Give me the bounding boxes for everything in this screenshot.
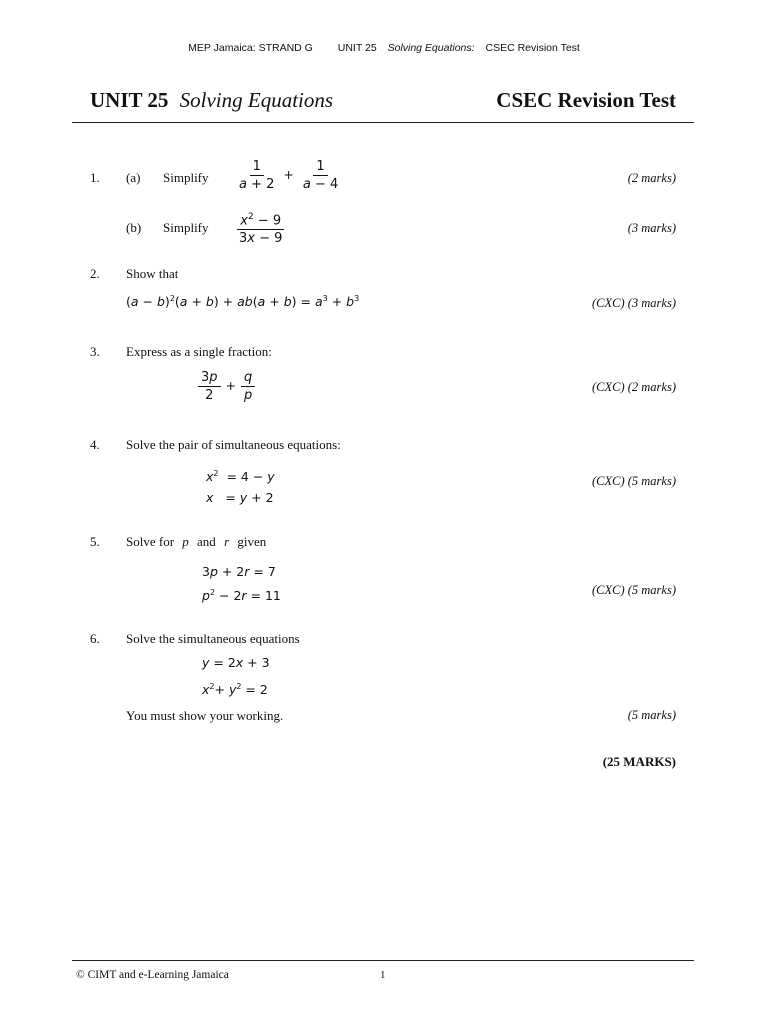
question-1b-marks: (3 marks): [627, 221, 676, 235]
page-title: [90, 88, 333, 113]
question-2-text: Show that: [126, 266, 179, 281]
question-1a-expression: $\frac{1}{a + 2}$ + $\frac{1}{a - 4}$: [239, 159, 339, 192]
question-3-expression: $\frac{3p}{2}$ + $\frac{q}{p}$: [198, 370, 255, 403]
question-5-text-post: given: [237, 534, 267, 549]
question-3-text: Express as a single fraction:: [126, 344, 272, 359]
question-1b-text: Simplify: [163, 220, 209, 235]
question-3-marks: (CXC) (2 marks): [591, 380, 676, 394]
question-4-equation-1: $x^2 = 4 - y$: [206, 469, 275, 485]
question-4-text: Solve the pair of simultaneous equations:: [126, 437, 341, 452]
footer-rule: [72, 960, 694, 961]
question-5-equation-1: 3p + 2r = 7: [202, 564, 276, 579]
question-5-text-mid: and: [197, 534, 216, 549]
question-5-equations: [202, 561, 281, 606]
question-4-number: 4.: [90, 437, 100, 452]
title-test-name: CSEC Revision Test: [496, 88, 676, 112]
title-subject: Solving Equations: [179, 88, 334, 112]
question-2-identity: $(a - b)^2(a + b) + ab(a + b) = a^3 + b^3$: [126, 294, 360, 310]
question-5-number: 5.: [90, 534, 100, 549]
question-4-equations: [206, 463, 275, 508]
question-4-equation-2: x = y + 2: [206, 490, 274, 506]
question-1a-text: Simplify: [163, 170, 209, 185]
question-6-equation-2: $x^2+ y^2 = 2$: [202, 682, 268, 698]
question-5-text-pre: Solve for: [126, 534, 175, 549]
question-4-marks: (CXC) (5 marks): [591, 474, 676, 488]
question-1b-expression: $\frac{x^2 - 9}{3x - 9}$: [239, 212, 283, 247]
question-2-marks: (CXC) (3 marks): [591, 296, 676, 310]
title-unit: UNIT 25: [90, 88, 169, 112]
question-6-number: 6.: [90, 631, 100, 646]
page-number: 1: [380, 969, 386, 981]
question-3-number: 3.: [90, 344, 100, 359]
question-6-text: Solve the simultaneous equations: [126, 631, 300, 646]
header-test-name: CSEC Revision Test: [485, 42, 580, 54]
running-header: [0, 42, 768, 54]
footer-copyright: © CIMT and e-Learning Jamaica: [76, 969, 229, 981]
question-5-var-r: r: [224, 534, 230, 549]
question-1a-marks: (2 marks): [627, 171, 676, 185]
question-6-equation-1: y = 2x + 3: [202, 655, 270, 670]
question-5-text: [126, 534, 266, 550]
total-marks: (25 MARKS): [602, 754, 676, 769]
title-rule: [72, 122, 694, 123]
header-unit-title: Solving Equations:: [387, 42, 475, 54]
question-6-marks: (5 marks): [627, 708, 676, 722]
question-2-number: 2.: [90, 266, 100, 281]
header-unit: UNIT 25: [337, 42, 377, 54]
question-1a-label: (a): [126, 170, 141, 185]
question-5-var-p: p: [182, 534, 189, 549]
question-5-equation-2: $p^2 - 2r = 11$: [202, 588, 281, 604]
question-1-number: 1.: [90, 170, 100, 185]
header-strand: MEP Jamaica: STRAND G: [188, 42, 313, 54]
question-6-note: You must show your working.: [126, 708, 284, 723]
question-5-marks: (CXC) (5 marks): [591, 583, 676, 597]
question-1b-label: (b): [126, 220, 142, 235]
